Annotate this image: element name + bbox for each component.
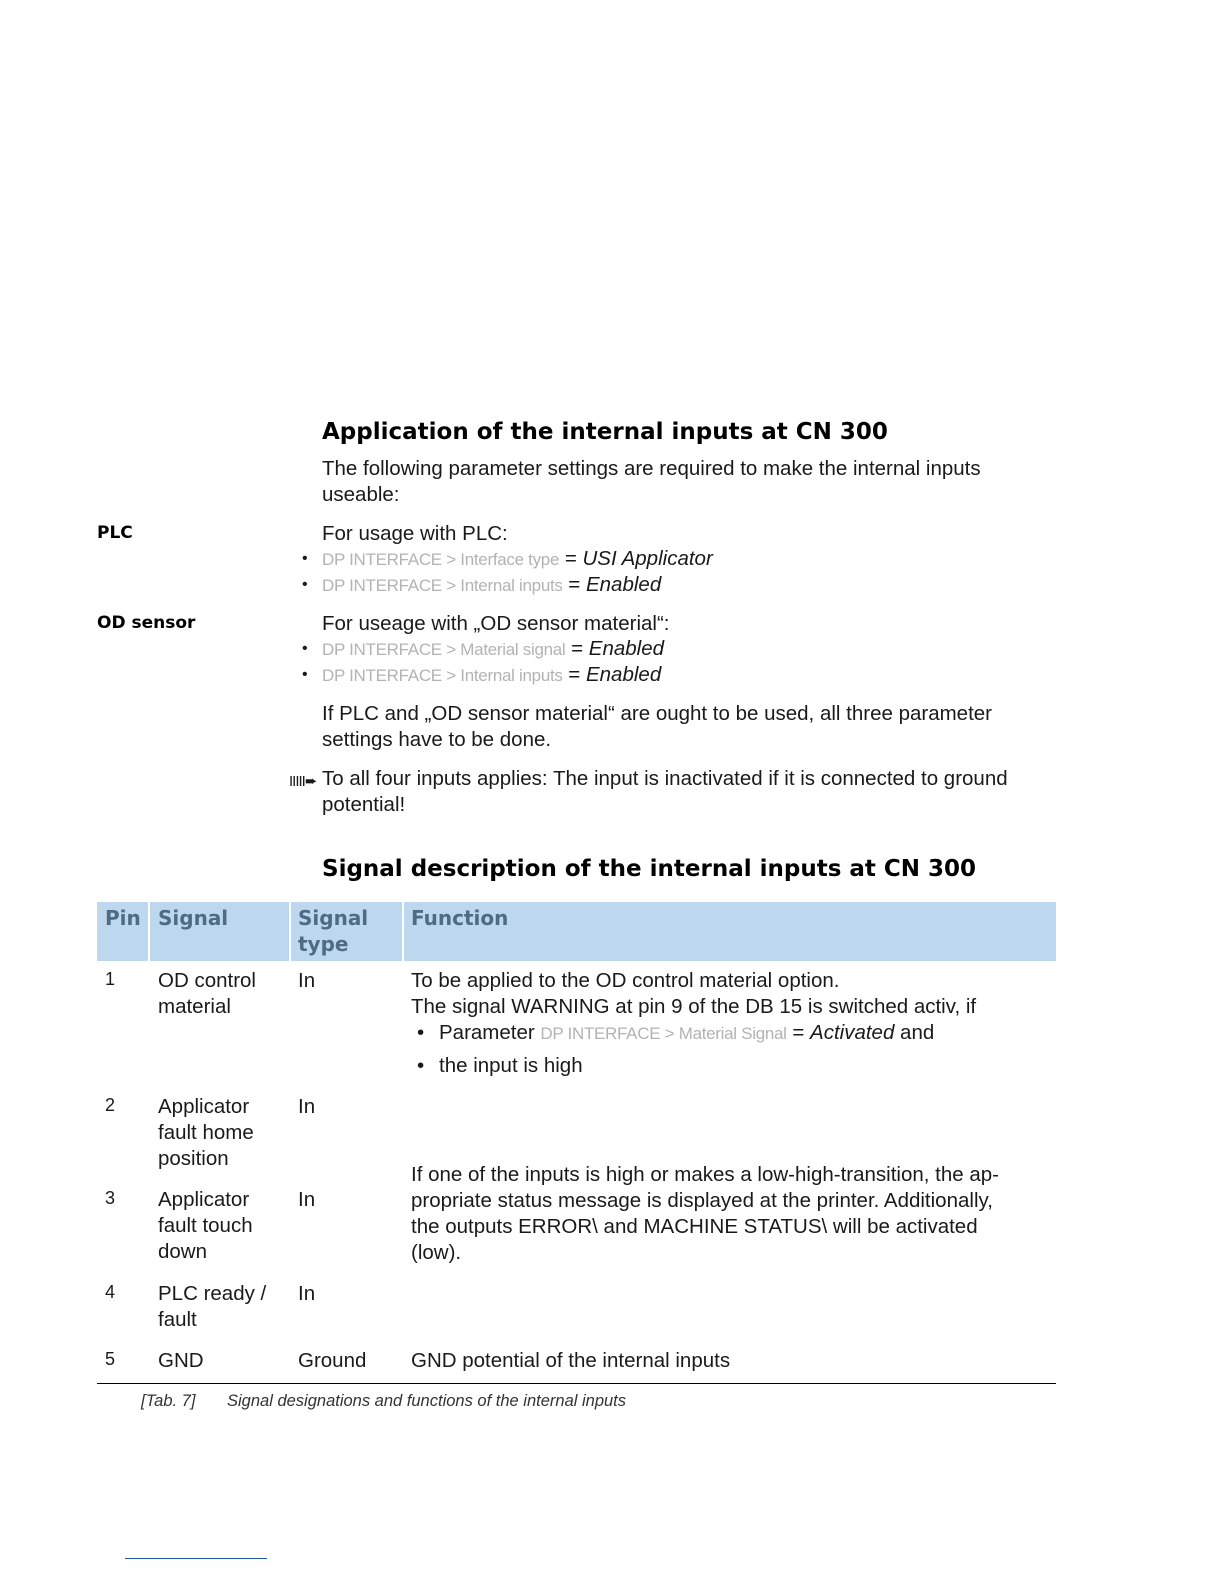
plc-bullet-2	[302, 572, 662, 599]
parameter-value: Enabled	[585, 573, 662, 596]
table-row-signal	[158, 968, 256, 1020]
od-bullet-2	[302, 662, 662, 689]
signal-line: PLC ready /	[158, 1282, 267, 1305]
table-row-signal: GND	[158, 1349, 204, 1372]
column-header-signal-type	[298, 905, 368, 957]
bullet-icon: •	[417, 1054, 425, 1077]
footnote-separator	[125, 1558, 267, 1559]
table-row-type: In	[298, 1188, 316, 1211]
equals: =	[786, 1021, 811, 1044]
table-row-pin: 2	[105, 1095, 116, 1115]
parameter-value: USI Applicator	[582, 547, 713, 570]
table-row-function: GND potential of the internal inputs	[411, 1349, 731, 1372]
function-line: propriate status message is displayed at the printer. Additionally,	[411, 1189, 993, 1212]
margin-label-od-sensor: OD sensor	[97, 613, 196, 633]
parameter-path: DP INTERFACE > Material Signal	[540, 1024, 787, 1043]
signal-line: OD control	[158, 969, 256, 992]
bullet-icon: •	[302, 576, 308, 593]
signal-line: Applicator	[158, 1188, 250, 1211]
table-row-signal	[158, 1281, 266, 1333]
function-bullet-1	[411, 1020, 1051, 1047]
table-row-signal	[158, 1187, 253, 1265]
ground-potential-note	[289, 766, 1062, 818]
plc-lead: For usage with PLC:	[322, 522, 508, 545]
signal-line: fault touch	[158, 1214, 253, 1237]
table-row-pin: 1	[105, 969, 116, 989]
function-line: the outputs ERROR\ and MACHINE STATUS\ will be activated	[411, 1215, 978, 1238]
table-row-type: In	[298, 1095, 316, 1118]
table-caption-text: Signal designations and functions of the internal inputs	[227, 1392, 627, 1410]
function-bullet-2	[411, 1053, 1051, 1079]
table-row-signal	[158, 1094, 254, 1172]
table-row-pin: 5	[105, 1349, 116, 1369]
table-row-type: In	[298, 1282, 316, 1305]
bullet-text: and	[894, 1021, 935, 1044]
parameter-path: DP INTERFACE > Material signal	[322, 640, 566, 659]
column-header-pin: Pin	[105, 906, 141, 930]
equals: =	[562, 663, 586, 686]
arrow-right-icon: IIIII➨	[289, 773, 317, 790]
function-line: The signal WARNING at pin 9 of the DB 15 is switched activ, if	[411, 995, 977, 1018]
table-header-background	[97, 902, 1056, 961]
signal-line: Applicator	[158, 1095, 250, 1118]
margin-label-plc: PLC	[97, 523, 133, 543]
table-row-pin: 4	[105, 1282, 116, 1302]
od-lead: For useage with „OD sensor material“:	[322, 612, 670, 635]
bullet-icon: •	[302, 550, 308, 567]
signal-line: position	[158, 1147, 229, 1170]
bullet-text: the input is high	[439, 1054, 583, 1077]
header-line: type	[298, 932, 349, 956]
table-row-type: In	[298, 969, 316, 992]
equals: =	[559, 547, 583, 570]
signal-line: fault	[158, 1308, 197, 1331]
parameter-path: DP INTERFACE > Interface type	[322, 550, 560, 569]
function-line: To be applied to the OD control material option.	[411, 969, 840, 992]
header-line: Signal	[298, 906, 369, 930]
table-caption-label: [Tab. 7]	[141, 1392, 196, 1410]
table-row-function	[411, 968, 1051, 1079]
parameter-value: Activated	[810, 1021, 895, 1044]
section-heading: Application of the internal inputs at CN 300	[322, 419, 888, 445]
equals: =	[565, 637, 589, 660]
parameter-path: DP INTERFACE > Internal inputs	[322, 666, 563, 685]
parameter-value: Enabled	[588, 637, 665, 660]
equals: =	[562, 573, 586, 596]
table-bottom-rule	[97, 1383, 1056, 1384]
table-heading: Signal description of the internal inputs at CN 300	[322, 856, 977, 882]
signal-line: material	[158, 995, 231, 1018]
header-divider	[148, 902, 150, 961]
parameter-path: DP INTERFACE > Internal inputs	[322, 576, 563, 595]
note-text: To all four inputs applies: The input is inactivated if it is connected to ground potential!	[322, 767, 1008, 816]
od-bullet-1	[302, 636, 665, 663]
plc-bullet-1	[302, 546, 713, 573]
table-row-type: Ground	[298, 1349, 367, 1372]
table-row-pin: 3	[105, 1188, 116, 1208]
bullet-icon: •	[302, 640, 308, 657]
shared-function-text	[411, 1162, 1056, 1266]
bullet-icon: •	[417, 1021, 425, 1044]
bullet-icon: •	[302, 666, 308, 683]
intro-paragraph: The following parameter settings are required to make the internal inputs useable:	[322, 457, 981, 506]
header-divider	[402, 902, 404, 961]
parameter-value: Enabled	[585, 663, 662, 686]
header-divider	[289, 902, 291, 961]
function-line: (low).	[411, 1241, 462, 1264]
bullet-text: Parameter	[439, 1021, 541, 1044]
signal-line: down	[158, 1240, 208, 1263]
column-header-function: Function	[411, 906, 509, 930]
column-header-signal: Signal	[158, 906, 229, 930]
function-line: If one of the inputs is high or makes a low-high-transition, the ap-	[411, 1163, 999, 1186]
both-settings-paragraph: If PLC and „OD sensor material“ are ought to be used, all three parameter settings have to be done.	[322, 702, 993, 751]
signal-line: fault home	[158, 1121, 254, 1144]
